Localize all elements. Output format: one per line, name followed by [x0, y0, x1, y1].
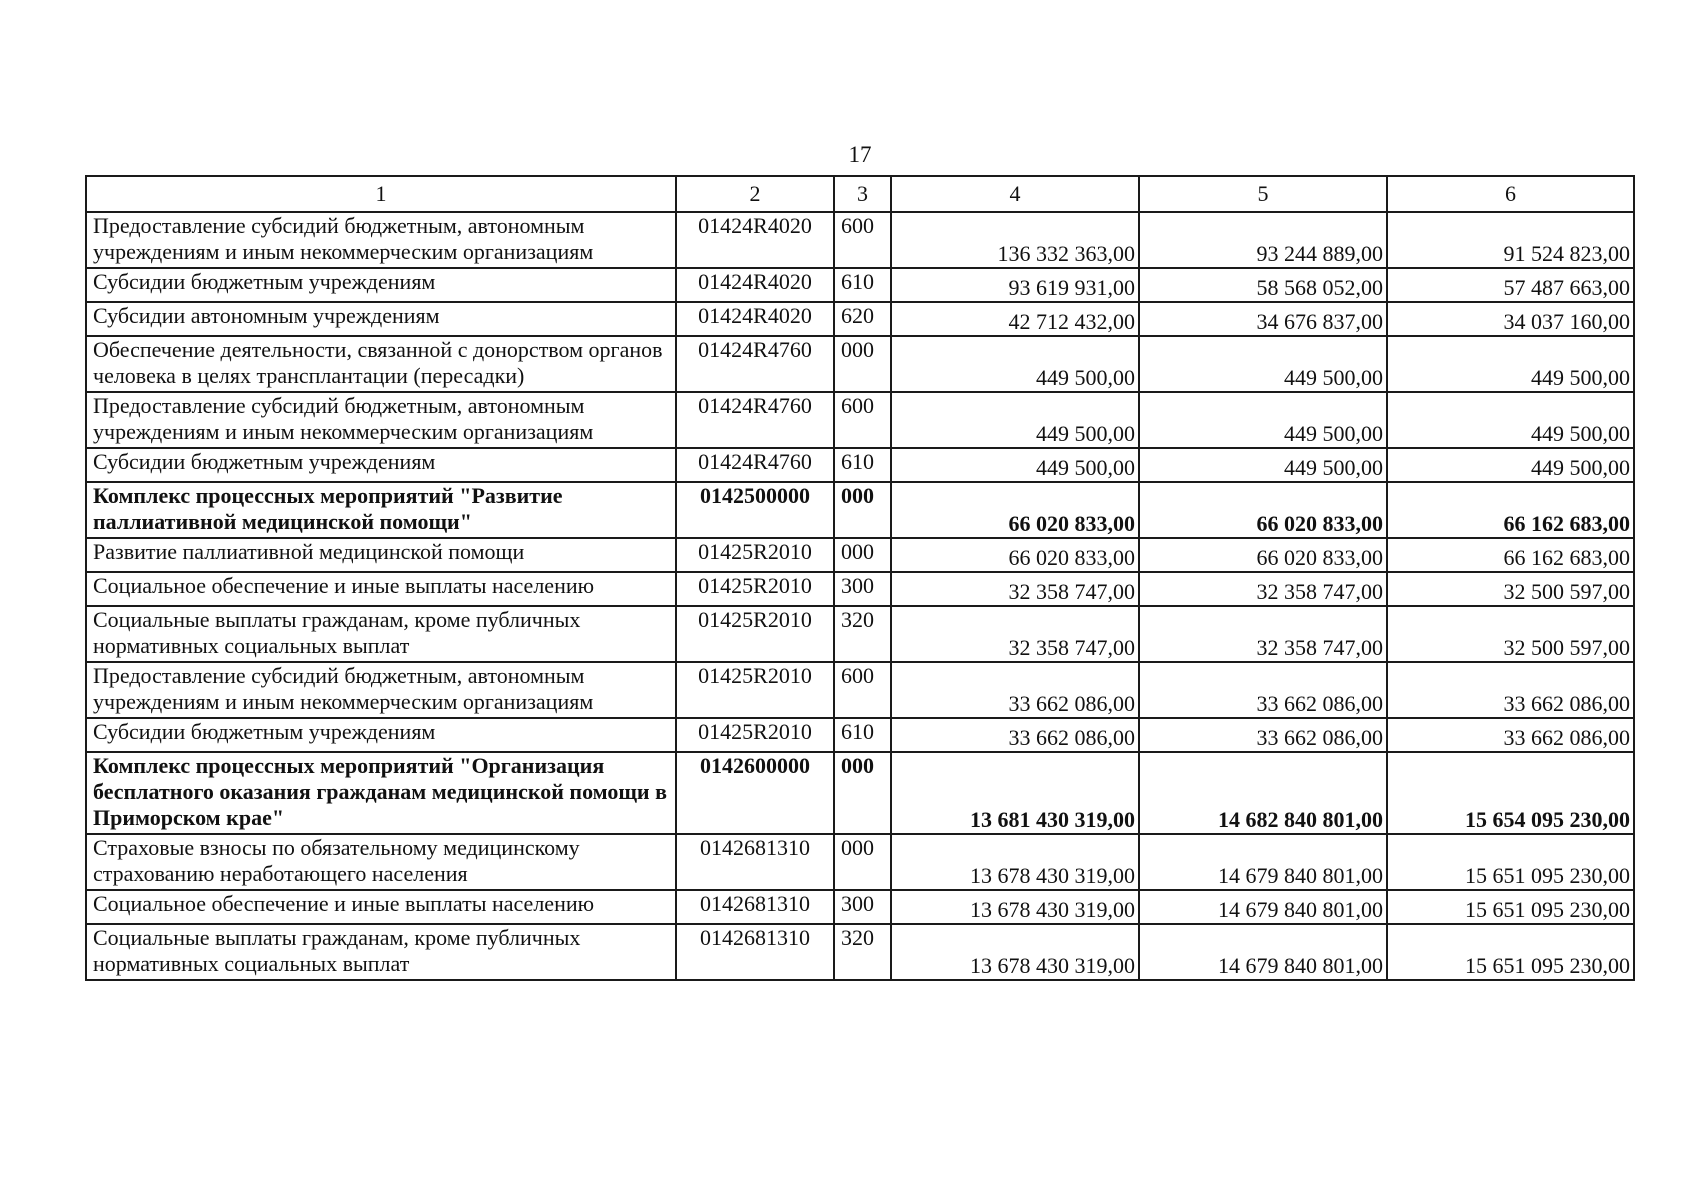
row-expense-type: 610	[834, 268, 891, 302]
row-amount-col4: 66 020 833,00	[891, 538, 1139, 572]
table-row	[86, 448, 1634, 482]
table-row	[86, 924, 1634, 980]
row-amount-col5: 449 500,00	[1139, 448, 1387, 482]
row-amount-col5: 449 500,00	[1139, 336, 1387, 392]
row-amount-col6: 66 162 683,00	[1387, 482, 1634, 538]
row-name: Субсидии бюджетным учреждениям	[86, 448, 676, 482]
row-amount-col5: 14 682 840 801,00	[1139, 752, 1387, 834]
row-amount-col6: 33 662 086,00	[1387, 718, 1634, 752]
row-amount-col6: 66 162 683,00	[1387, 538, 1634, 572]
row-amount-col6: 32 500 597,00	[1387, 606, 1634, 662]
row-target-code: 0142500000	[676, 482, 834, 538]
row-amount-col4: 93 619 931,00	[891, 268, 1139, 302]
row-name: Субсидии автономным учреждениям	[86, 302, 676, 336]
row-amount-col5: 32 358 747,00	[1139, 572, 1387, 606]
row-amount-col6: 15 651 095 230,00	[1387, 834, 1634, 890]
row-expense-type: 610	[834, 448, 891, 482]
row-name: Социальное обеспечение и иные выплаты населению	[86, 572, 676, 606]
column-header: 4	[891, 176, 1139, 212]
row-amount-col4: 33 662 086,00	[891, 718, 1139, 752]
row-amount-col4: 136 332 363,00	[891, 212, 1139, 268]
row-amount-col5: 93 244 889,00	[1139, 212, 1387, 268]
row-target-code: 01424R4020	[676, 268, 834, 302]
row-target-code: 01425R2010	[676, 538, 834, 572]
row-amount-col6: 91 524 823,00	[1387, 212, 1634, 268]
row-amount-col5: 14 679 840 801,00	[1139, 890, 1387, 924]
row-expense-type: 600	[834, 392, 891, 448]
table-row	[86, 572, 1634, 606]
table-row	[86, 302, 1634, 336]
row-name: Комплекс процессных мероприятий "Организация бесплатного оказания гражданам медицинской помощи в Приморском крае"	[86, 752, 676, 834]
row-expense-type: 000	[834, 336, 891, 392]
row-amount-col6: 449 500,00	[1387, 392, 1634, 448]
row-amount-col5: 32 358 747,00	[1139, 606, 1387, 662]
row-amount-col6: 15 651 095 230,00	[1387, 890, 1634, 924]
row-expense-type: 320	[834, 924, 891, 980]
row-amount-col4: 449 500,00	[891, 448, 1139, 482]
row-amount-col4: 66 020 833,00	[891, 482, 1139, 538]
column-header: 1	[86, 176, 676, 212]
row-amount-col5: 33 662 086,00	[1139, 718, 1387, 752]
row-amount-col4: 13 681 430 319,00	[891, 752, 1139, 834]
row-name: Предоставление субсидий бюджетным, автономным учреждениям и иным некоммерческим организациям	[86, 662, 676, 718]
row-target-code: 0142681310	[676, 890, 834, 924]
row-target-code: 01424R4760	[676, 336, 834, 392]
row-target-code: 01424R4760	[676, 392, 834, 448]
page-number: 17	[848, 142, 872, 167]
row-amount-col6: 449 500,00	[1387, 336, 1634, 392]
row-amount-col5: 33 662 086,00	[1139, 662, 1387, 718]
row-name: Субсидии бюджетным учреждениям	[86, 268, 676, 302]
table-row	[86, 392, 1634, 448]
row-amount-col6: 34 037 160,00	[1387, 302, 1634, 336]
table-row	[86, 890, 1634, 924]
row-amount-col4: 32 358 747,00	[891, 606, 1139, 662]
column-header: 2	[676, 176, 834, 212]
row-amount-col4: 449 500,00	[891, 392, 1139, 448]
row-amount-col5: 34 676 837,00	[1139, 302, 1387, 336]
table-row	[86, 336, 1634, 392]
row-name: Субсидии бюджетным учреждениям	[86, 718, 676, 752]
row-amount-col6: 449 500,00	[1387, 448, 1634, 482]
row-name: Предоставление субсидий бюджетным, автономным учреждениям и иным некоммерческим организациям	[86, 212, 676, 268]
row-amount-col4: 13 678 430 319,00	[891, 924, 1139, 980]
row-expense-type: 620	[834, 302, 891, 336]
table-row	[86, 538, 1634, 572]
row-target-code: 01425R2010	[676, 572, 834, 606]
row-name: Страховые взносы по обязательному медицинскому страхованию неработающего населения	[86, 834, 676, 890]
row-amount-col6: 33 662 086,00	[1387, 662, 1634, 718]
row-amount-col4: 42 712 432,00	[891, 302, 1139, 336]
row-amount-col5: 66 020 833,00	[1139, 482, 1387, 538]
row-amount-col4: 33 662 086,00	[891, 662, 1139, 718]
row-expense-type: 000	[834, 482, 891, 538]
row-target-code: 01425R2010	[676, 718, 834, 752]
row-amount-col4: 13 678 430 319,00	[891, 834, 1139, 890]
table-row	[86, 268, 1634, 302]
row-amount-col6: 15 654 095 230,00	[1387, 752, 1634, 834]
row-expense-type: 600	[834, 212, 891, 268]
row-expense-type: 300	[834, 890, 891, 924]
row-amount-col6: 32 500 597,00	[1387, 572, 1634, 606]
row-amount-col5: 58 568 052,00	[1139, 268, 1387, 302]
row-target-code: 0142681310	[676, 834, 834, 890]
row-amount-col4: 449 500,00	[891, 336, 1139, 392]
row-expense-type: 000	[834, 538, 891, 572]
row-expense-type: 600	[834, 662, 891, 718]
table-row	[86, 212, 1634, 268]
budget-table	[85, 175, 1635, 981]
row-amount-col4: 13 678 430 319,00	[891, 890, 1139, 924]
row-expense-type: 000	[834, 834, 891, 890]
column-header: 3	[834, 176, 891, 212]
column-header: 5	[1139, 176, 1387, 212]
row-target-code: 01424R4760	[676, 448, 834, 482]
row-name: Развитие паллиативной медицинской помощи	[86, 538, 676, 572]
row-expense-type: 000	[834, 752, 891, 834]
row-amount-col5: 14 679 840 801,00	[1139, 834, 1387, 890]
table-row	[86, 662, 1634, 718]
row-amount-col5: 66 020 833,00	[1139, 538, 1387, 572]
row-target-code: 01425R2010	[676, 606, 834, 662]
row-name: Социальные выплаты гражданам, кроме публичных нормативных социальных выплат	[86, 606, 676, 662]
table-row	[86, 606, 1634, 662]
row-name: Предоставление субсидий бюджетным, автономным учреждениям и иным некоммерческим организациям	[86, 392, 676, 448]
row-name: Обеспечение деятельности, связанной с донорством органов человека в целях трансплантации (пересадки)	[86, 336, 676, 392]
column-header: 6	[1387, 176, 1634, 212]
row-amount-col6: 57 487 663,00	[1387, 268, 1634, 302]
table-row	[86, 752, 1634, 834]
row-expense-type: 300	[834, 572, 891, 606]
row-name: Социальные выплаты гражданам, кроме публичных нормативных социальных выплат	[86, 924, 676, 980]
row-target-code: 01424R4020	[676, 212, 834, 268]
row-name: Социальное обеспечение и иные выплаты населению	[86, 890, 676, 924]
row-expense-type: 610	[834, 718, 891, 752]
table-header-row	[86, 176, 1634, 212]
row-name: Комплекс процессных мероприятий "Развитие паллиативной медицинской помощи"	[86, 482, 676, 538]
row-amount-col5: 14 679 840 801,00	[1139, 924, 1387, 980]
row-amount-col6: 15 651 095 230,00	[1387, 924, 1634, 980]
row-target-code: 01425R2010	[676, 662, 834, 718]
table-row	[86, 482, 1634, 538]
row-target-code: 0142600000	[676, 752, 834, 834]
table-row	[86, 718, 1634, 752]
row-target-code: 0142681310	[676, 924, 834, 980]
row-expense-type: 320	[834, 606, 891, 662]
table-row	[86, 834, 1634, 890]
row-amount-col5: 449 500,00	[1139, 392, 1387, 448]
row-target-code: 01424R4020	[676, 302, 834, 336]
row-amount-col4: 32 358 747,00	[891, 572, 1139, 606]
